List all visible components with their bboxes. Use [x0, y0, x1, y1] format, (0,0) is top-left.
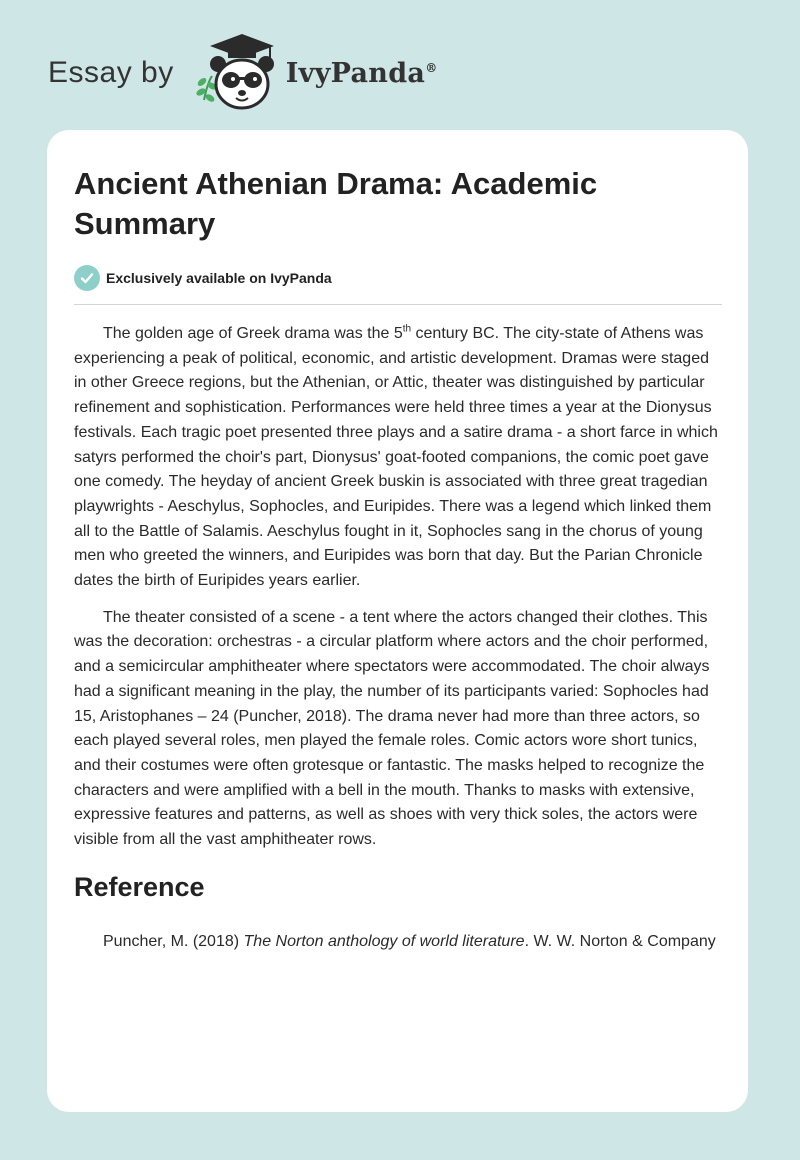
reference-publisher: . W. W. Norton & Company [524, 932, 716, 950]
essay-content [74, 164, 722, 954]
leaf-icon [195, 76, 218, 103]
panda-graduate-logo-icon[interactable] [188, 30, 280, 116]
essay-card [47, 130, 748, 1112]
page-title: Ancient Athenian Drama: Academic Summary [74, 166, 598, 241]
exclusive-badge-label: Exclusively available on IvyPanda [106, 270, 332, 286]
registered-mark: ® [425, 60, 438, 75]
exclusive-badge [74, 264, 722, 292]
reference-author: Puncher, M. (2018) [103, 932, 244, 950]
site-header [48, 30, 438, 116]
reference-heading: Reference [74, 871, 205, 902]
paragraph-1 [74, 322, 722, 594]
brand-name[interactable] [286, 58, 438, 89]
paragraph-1-start: The golden age of Greek drama was the 5 [103, 325, 403, 342]
paragraph-1-rest: century BC. The city-state of Athens was experiencing a peak of political, economic, and artistic development. Dramas were staged in other Greece regions, but the Athenian, or Attic, theater was distinguished by particular refinement and sophistication. Performances were held three times a year at the Dionysus festivals. Each tragic poet presented three plays and a satire drama - a short farce in which satyrs performed the choir's part, Dionysus' goat-footed companions, the comic poet gave one comedy. The heyday of ancient Greek buskin is associated with three great tragedian playwrights - Aeschylus, Sophocles, and Euripides. There was a legend which linked them all to the Battle of Salamis. Aeschylus fought in it, Sophocles sang in the chorus of young men who greeted the winners, and Euripides was born that day. But the Parian Chronicle dates the birth of Euripides years earlier. [74, 325, 718, 590]
brand-text: IvyPanda [285, 57, 426, 89]
paragraph-2: The theater consisted of a scene - a tent where the actors changed their clothes. This was the decoration: orchestras - a circular platform where actors and the choir performed, and a semicircular amphitheater where spectators were accommodated. The choir always had a significant meaning in the play, the number of its participants varied: Sophocles had 15, Aristophanes – 24 (Puncher, 2018). The drama never had more than three actors, so each played several roles, men played the female roles. Comic actors wore short tunics, and their costumes were often grotesque or fantastic. The masks helped to recognize the characters and were amplified with a bell in the mouth. Thanks to masks with extensive, expressive features and patterns, as well as shoes with very thick soles, the actors were visible from all the vast amphitheater rows. [74, 608, 710, 849]
reference-entry [74, 929, 722, 954]
reference-title: The Norton anthology of world literature [243, 932, 525, 950]
essay-by-label: Essay by [48, 56, 174, 89]
paragraph-1-superscript: th [402, 323, 412, 335]
check-icon [74, 265, 100, 291]
divider [74, 304, 722, 305]
